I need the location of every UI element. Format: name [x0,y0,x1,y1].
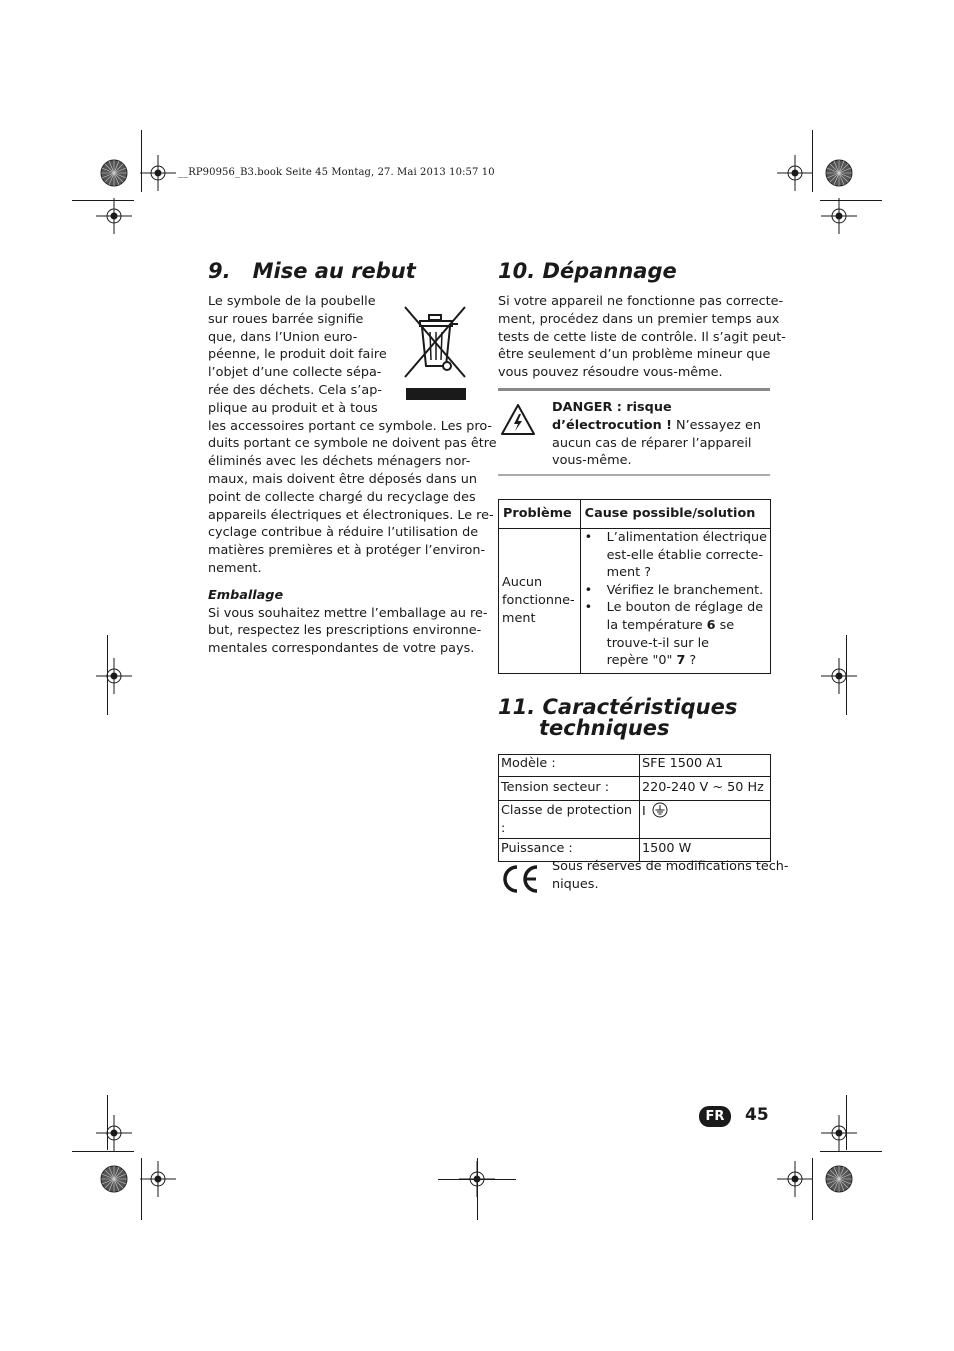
bullet: • [584,582,593,598]
text-line: les accessoires portant ce symbole. Les pro- [208,418,493,434]
text-line: point de collecte chargé du recyclage des [208,489,476,505]
text-line: péenne, le produit doit faire [208,347,387,363]
spec-label: Classe de protection : [499,801,640,839]
specs-table [498,754,771,862]
header-problem: Problème [499,500,581,529]
text-line: Si vous souhaitez mettre l’emballage au re- [208,605,488,621]
print-header: __RP90956_B3.book Seite 45 Montag, 27. Mai 2013 10:57 10 [178,167,495,178]
text-line: être seulement d’un problème mineur que [498,347,771,363]
text-line: duits portant ce symbole ne doivent pas être [208,436,497,452]
text-line: but, respectez les prescriptions environne- [208,623,482,639]
text-line: rée des déchets. Cela s’ap- [208,382,382,398]
text-line: mentales correspondantes de votre pays. [208,641,475,657]
crop-line [846,635,847,715]
text-line: cyclage contribue à réduire l’utilisation de [208,525,479,541]
crop-line [438,1179,516,1180]
section10-title: 10. Dépannage [498,259,677,283]
text-line: Aucun [502,575,543,591]
text-line: Sous réserves de modifications tech- [552,859,789,874]
problem-cell [499,529,581,674]
ref-number: 6 [706,617,716,633]
crop-line [107,1095,108,1150]
emballage-subheading: Emballage [208,587,284,603]
text-line: trouve-t-il sur le [606,635,710,651]
high-voltage-warning-icon [500,403,536,437]
text-line [607,652,763,670]
text-part: se [715,617,735,633]
spec-value: I [642,804,646,819]
text-line [607,617,763,635]
spec-label: Tension secteur : [499,777,640,801]
page-number: 45 [745,1105,769,1125]
text-line: l’objet d’une collecte sépa- [208,365,382,381]
danger-text [552,399,777,470]
text-line: maux, mais doivent être déposés dans un [208,471,477,487]
spec-value: SFE 1500 A1 [640,755,771,777]
ce-mark-icon [499,863,541,895]
ce-note [552,858,789,894]
text-line [552,417,777,435]
section9-title [208,261,416,282]
text-line: éliminés avec les déchets ménagers nor- [208,454,471,470]
text-line: nement. [208,560,262,576]
table-row [499,777,771,801]
text-line: appareils électriques et électroniques. Le re- [208,507,494,523]
text-line: que, dans l’Union euro- [208,329,358,345]
section9-number: 9. [208,259,231,283]
spec-value: 1500 W [640,839,771,862]
list-item [581,599,767,669]
text-line: matières premières et à protéger l’environ- [208,543,486,559]
list-item [581,582,767,600]
language-badge: FR [699,1106,731,1127]
spec-label: Puissance : [499,839,640,862]
bullet: • [584,530,593,545]
text-line: plique au produit et à tous [208,400,378,416]
text-part: ? [685,653,697,669]
text-part: la température [606,617,707,633]
text-line: tests de cette liste de contrôle. Il s’agit peut- [498,329,786,345]
table-row [499,529,771,674]
text-line: L’alimentation électrique [606,530,767,545]
text-line: Vérifiez le branchement. [606,582,764,598]
text-line: Si votre appareil ne fonctionne pas correcte- [498,294,784,309]
crossed-bin-icon [402,304,468,404]
text-line: aucun cas de réparer l’appareil [552,435,752,451]
crop-line [846,1095,847,1150]
ref-number: 7 [676,653,686,669]
text-line: est-elle établie correcte- [606,547,763,563]
danger-heading-cont: d’électrocution ! [552,417,672,433]
troubleshooting-table [498,499,771,674]
danger-heading: DANGER : risque [552,400,672,415]
header-cause: Cause possible/solution [580,500,770,529]
text-line: vous pouvez résoudre vous-même. [498,365,723,381]
table-row [499,755,771,777]
text-line: vous-même. [552,453,632,469]
crop-line [107,635,108,715]
section9-heading: Mise au rebut [252,259,416,283]
table-header-row [499,500,771,529]
danger-bottom-rule [498,474,770,476]
text-line: ment, procédez dans un premier temps aux [498,311,780,327]
text-line: Le bouton de réglage de [606,600,764,616]
spec-value-cell [640,801,771,839]
text-part: repère "0" [606,653,677,669]
text-line: ment ? [606,565,651,581]
text-line: Le symbole de la poubelle [208,294,376,309]
text-line: sur roues barrée signifie [208,311,364,327]
section11-title-line1: 11. Caractéristiques [498,695,738,719]
section10-intro [498,293,786,382]
section11-title-line2: techniques [539,716,670,740]
table-row [499,801,771,839]
text-line: niques. [552,876,599,892]
list-item [581,529,767,582]
danger-text-part: N’essayez en [671,417,761,433]
spec-value: 220-240 V ~ 50 Hz [640,777,771,801]
bullet: • [584,600,593,616]
solution-cell [580,529,770,674]
crop-line [477,1158,478,1220]
section11-title [498,697,737,739]
spec-label: Modèle : [499,755,640,777]
text-line: ment [502,610,536,626]
danger-top-rule [498,388,770,391]
text-line: fonctionne- [502,593,575,609]
protective-earth-icon [652,802,668,818]
